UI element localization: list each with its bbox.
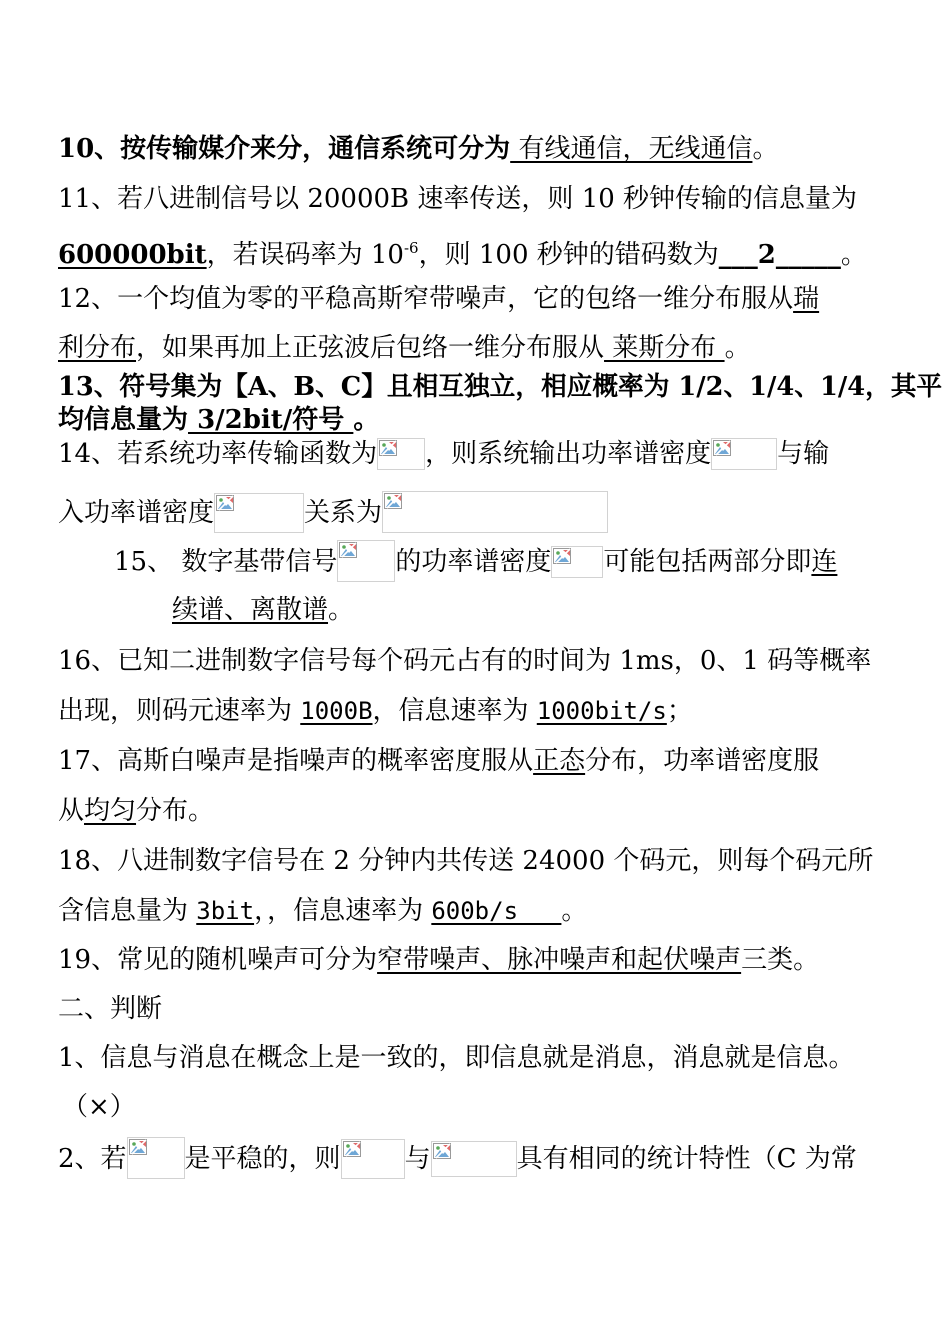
- q10-answer: 有线通信，无线通信: [510, 134, 753, 164]
- q11-end: 。: [840, 240, 867, 270]
- q17-text-3: 从: [58, 796, 85, 826]
- broken-image-icon: [553, 548, 571, 564]
- question-12-line-1: [58, 279, 819, 319]
- q17-text-2: 分布，功率谱密度服: [585, 746, 820, 776]
- j2-text-4: 具有相同的统计特性（C 为常: [516, 1144, 857, 1174]
- q15-end: 。: [328, 595, 355, 625]
- q19-text: 19、常见的随机噪声可分为: [58, 945, 378, 975]
- broken-image-icon: [216, 495, 234, 511]
- question-10: [58, 129, 778, 169]
- judgement-2: [58, 1137, 857, 1179]
- j2-text-2: 是平稳的，则: [184, 1144, 341, 1174]
- q15-text: 15、 数字基带信号: [114, 547, 338, 577]
- q12-text: 12、一个均值为零的平稳高斯窄带噪声，它的包络一维分布服从: [58, 284, 794, 314]
- q16-answer-2: 1000bit/s: [536, 697, 667, 725]
- q18-text-3: ，，信息速率为: [254, 896, 432, 926]
- q11-text: 11、若八进制信号以 20000B 速率传送，则 10 秒钟传输的信息量为: [58, 184, 858, 214]
- q11-answer-2: ___2_____: [718, 240, 841, 270]
- question-11-line-2: [58, 228, 867, 275]
- q19-answer: 窄带噪声、脉冲噪声和起伏噪声: [377, 945, 742, 975]
- broken-image-icon: [384, 493, 402, 509]
- broken-image-icon: [343, 1141, 361, 1157]
- q11-exponent: -6: [403, 239, 419, 257]
- section-title: 二、判断: [58, 994, 163, 1024]
- q18-answer-1: 3bit: [196, 897, 255, 925]
- question-11-line-1: [58, 179, 857, 219]
- q17-answer-2: 均匀: [84, 796, 137, 826]
- question-18-line-2: [58, 891, 587, 931]
- formula-image: [377, 438, 425, 470]
- formula-image: [551, 546, 603, 578]
- question-17-line-1: [58, 741, 819, 781]
- q11-text-2: ，若误码率为 10: [206, 240, 404, 270]
- q13-text: 13、符号集为【A、B、C】且相互独立，相应概率为 1/2、1/4、1/4，其平: [58, 372, 943, 402]
- q13-text-2: 均信息量为: [58, 405, 189, 435]
- q14-text: 14、若系统功率传输函数为: [58, 439, 378, 469]
- j2-text: 2、若: [58, 1144, 127, 1174]
- formula-image: [214, 493, 304, 533]
- q12-text-2: ，如果再加上正弦波后包络一维分布服从: [136, 333, 605, 363]
- q18-answer-2: 600b/s __: [431, 897, 562, 925]
- j1-answer: （×）: [62, 1092, 136, 1122]
- formula-image: [431, 1141, 517, 1177]
- q15-answer-a: 连: [811, 547, 838, 577]
- q12-answer-1a: 瑞: [793, 284, 820, 314]
- broken-image-icon: [379, 440, 397, 456]
- q15-text-3: 可能包括两部分即: [603, 547, 812, 577]
- j2-text-3: 与: [404, 1144, 431, 1174]
- q16-text: 16、已知二进制数字信号每个码元占有的时间为 1ms，0、1 码等概率: [58, 646, 872, 676]
- question-18-line-1: [58, 841, 873, 881]
- question-13-line-2: [58, 402, 379, 438]
- q15-text-2: 的功率谱密度: [395, 547, 552, 577]
- question-17-line-2: [58, 791, 214, 831]
- broken-image-icon: [339, 542, 357, 558]
- broken-image-icon: [129, 1139, 147, 1155]
- question-14-line-2: [58, 491, 608, 533]
- formula-image: [337, 540, 395, 582]
- q16-answer-1: 1000B: [300, 697, 373, 725]
- q17-answer-1: 正态: [533, 746, 586, 776]
- q14-text-3: 与输: [777, 439, 830, 469]
- q14-text-4: 入功率谱密度: [58, 498, 215, 528]
- question-19: [58, 940, 819, 980]
- q16-text-3: ，信息速率为: [372, 696, 537, 726]
- formula-image: [711, 438, 777, 470]
- formula-image: [382, 491, 608, 533]
- q10-number: 10、按传输媒介来分，通信系统可分为: [58, 134, 511, 164]
- formula-image: [127, 1137, 185, 1179]
- q16-text-2: 出现，则码元速率为: [58, 696, 301, 726]
- question-13-line-1: [58, 369, 942, 405]
- question-16-line-1: [58, 641, 871, 681]
- q10-end: 。: [752, 134, 779, 164]
- q11-text-3: ，则 100 秒钟的错码数为: [418, 240, 719, 270]
- q15-answer-b: 续谱、离散谱: [172, 595, 329, 625]
- q13-answer: 3/2bit/符号: [188, 405, 354, 435]
- q14-text-2: ，则系统输出功率谱密度: [425, 439, 712, 469]
- question-12-line-2: [58, 328, 751, 368]
- q18-end: 。: [561, 896, 588, 926]
- q12-end: 。: [724, 333, 751, 363]
- q12-answer-2: 莱斯分布: [604, 333, 725, 363]
- section-heading-judgement: [58, 989, 162, 1029]
- q13-end: 。: [353, 405, 380, 435]
- q14-text-5: 关系为: [304, 498, 383, 528]
- q17-text: 17、高斯白噪声是指噪声的概率密度服从: [58, 746, 534, 776]
- q19-end: 三类。: [741, 945, 820, 975]
- judgement-1-line-2: [62, 1087, 136, 1127]
- question-15-line-1: [114, 540, 837, 582]
- q11-answer-1: 600000bit: [58, 240, 207, 270]
- formula-image: [341, 1139, 405, 1179]
- broken-image-icon: [433, 1143, 451, 1159]
- broken-image-icon: [713, 440, 731, 456]
- question-15-line-2: [172, 590, 354, 630]
- q12-answer-1b: 利分布: [58, 333, 137, 363]
- q17-end: 分布。: [136, 796, 215, 826]
- question-14-line-1: [58, 434, 829, 474]
- j1-text: 1、信息与消息在概念上是一致的，即信息就是消息，消息就是信息。: [58, 1043, 855, 1073]
- q16-end: ；: [666, 696, 693, 726]
- q18-text-2: 含信息量为: [58, 896, 197, 926]
- judgement-1-line-1: [58, 1038, 855, 1078]
- q18-text: 18、八进制数字信号在 2 分钟内共传送 24000 个码元，则每个码元所: [58, 846, 874, 876]
- question-16-line-2: [58, 691, 693, 731]
